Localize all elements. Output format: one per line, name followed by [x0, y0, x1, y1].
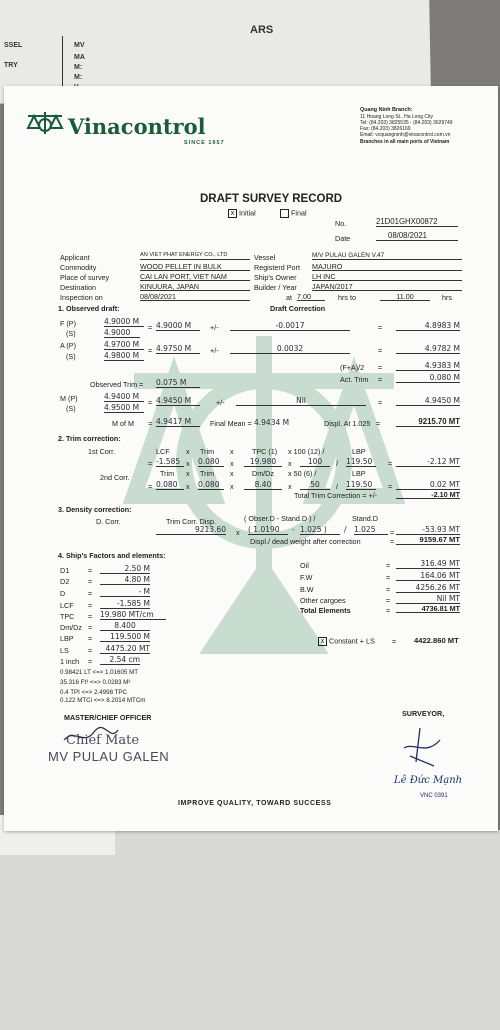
- lbp-header: LBP: [352, 447, 366, 456]
- initial-checkbox: x: [228, 209, 237, 218]
- equals-sign: =: [88, 589, 93, 598]
- fa-value: 4.9383 M: [396, 362, 460, 371]
- factor-label: D2: [60, 577, 70, 586]
- hrs-to-label: hrs to: [338, 293, 356, 302]
- equals-sign: =: [388, 482, 393, 491]
- first-correction-value: -2.12 MT: [396, 458, 460, 467]
- total-trim-correction-label: Total Trim Correction = +/-: [294, 491, 378, 500]
- builder-label: Builder / Year: [254, 283, 297, 292]
- minus-sign: -: [292, 525, 295, 534]
- equals-sign: =: [148, 482, 153, 491]
- factor-value: -1.585 M: [100, 600, 150, 609]
- fp-value: 4.9000 M: [104, 318, 144, 327]
- multiply-sign: x: [186, 447, 190, 456]
- equals-sign: =: [88, 646, 93, 655]
- element-label: F.W: [300, 573, 313, 582]
- standard-density-divisor: 1.025: [354, 526, 388, 535]
- final-mean-label: Final Mean =: [210, 419, 252, 428]
- equals-sign: =: [148, 398, 153, 407]
- vinacontrol-logo-icon: [26, 112, 64, 136]
- inspection-date: 08/08/2021: [140, 293, 250, 301]
- equals-sign: =: [88, 623, 93, 632]
- m-p-label: M (P): [60, 394, 78, 403]
- equals-sign: =: [88, 612, 93, 621]
- plus-minus: +/-: [210, 323, 219, 332]
- time-to: 11.00: [380, 293, 430, 301]
- factor-label: LBP: [60, 634, 74, 643]
- equals-sign: =: [388, 459, 393, 468]
- act-trim-label: Act. Trim: [340, 375, 369, 384]
- standard-density-label: Stand.D: [352, 514, 378, 523]
- a-mean-value: 4.9750 M: [156, 345, 200, 354]
- dmdz-value: 8.40: [244, 481, 282, 490]
- equals-sign: =: [392, 637, 397, 646]
- element-label: Other cargoes: [300, 596, 346, 605]
- surveyor-signature-scribble: [400, 726, 448, 768]
- first-correction-label: 1st Corr.: [88, 447, 116, 456]
- builder-value: JAPAN/2017: [312, 283, 462, 291]
- lbp-header: LBP: [352, 469, 366, 478]
- factor-value: 119.500 M: [100, 633, 150, 642]
- record-no-label: No.: [335, 219, 347, 228]
- f-p-label: F (P): [60, 319, 76, 328]
- density-corr-label: D. Corr.: [96, 517, 121, 526]
- multiply-sign: x: [186, 469, 190, 478]
- final-label: Final: [291, 208, 307, 218]
- divide-sign: /: [336, 482, 338, 491]
- multiply-sign: x: [288, 482, 292, 491]
- equals-sign: =: [148, 346, 153, 355]
- total-elements-label: Total Elements: [300, 606, 351, 615]
- multiply-sign: x: [230, 447, 234, 456]
- lbp-value: 119.50: [346, 458, 376, 467]
- factor-header: x 100 (12) /: [288, 447, 325, 456]
- equals-sign: =: [386, 573, 391, 582]
- lcf-header: LCF: [156, 447, 170, 456]
- factor-header: x 50 (6) /: [288, 469, 317, 478]
- lbp-value: 119.50: [346, 481, 376, 490]
- f-corrected: 4.8983 M: [396, 322, 460, 331]
- branch-line: Fax: (84.203) 3826169: [360, 126, 411, 132]
- destination-label: Destination: [60, 283, 96, 292]
- divide-sign: /: [344, 525, 347, 534]
- multiply-sign: x: [230, 459, 234, 468]
- mom-label: M of M: [112, 419, 134, 428]
- density-correction-value: -53.93 MT: [396, 526, 460, 535]
- destination-value: KINUURA, JAPAN: [140, 283, 250, 291]
- equals-sign: =: [378, 323, 383, 332]
- second-correction-value: 0.02 MT: [396, 481, 460, 490]
- standard-density: 1.025 ): [300, 526, 340, 535]
- element-value: 4256.26 MT: [396, 584, 460, 593]
- second-correction-label: 2nd Corr.: [100, 473, 130, 482]
- vessel-label: Vessel: [254, 253, 276, 262]
- observed-trim-value: 0.075 M: [156, 379, 200, 388]
- factor-value: 4475.20 MT: [100, 645, 150, 654]
- ms-value: 4.9500 M: [104, 404, 144, 413]
- vessel-value: M/V PULAU GALEN V.47: [312, 253, 462, 260]
- dmdz-header: Dm/Dz: [252, 469, 274, 478]
- element-value: 164.06 MT: [396, 572, 460, 581]
- draft-survey-document: [4, 86, 498, 831]
- equals-sign: =: [88, 601, 93, 610]
- master-signature-scribble: [60, 726, 120, 748]
- tpc-header: TPC (1): [252, 447, 278, 456]
- applicant-label: Applicant: [60, 253, 90, 262]
- total-elements-value: 4736.81 MT: [396, 605, 460, 613]
- background-value: M:: [74, 64, 83, 71]
- section-density-correction: 3. Density correction:: [58, 505, 132, 514]
- equals-sign: =: [88, 566, 93, 575]
- background-value: MV: [74, 42, 85, 49]
- trim-value: 0.080: [156, 481, 184, 490]
- final-mean-value: 4.9434 M: [254, 418, 290, 427]
- element-value: 316.49 MT: [396, 560, 460, 569]
- displacement-after-correction: 9159.67 MT: [396, 536, 460, 545]
- document-title: DRAFT SURVEY RECORD: [200, 193, 343, 205]
- background-value: M:: [74, 74, 83, 81]
- divide-sign: /: [336, 459, 338, 468]
- f-mean-value: 4.9000 M: [156, 322, 200, 331]
- inspection-label: Inspection on: [60, 293, 103, 302]
- equals-sign: =: [386, 596, 391, 605]
- f-s-label: (S): [66, 329, 76, 338]
- displacement-label: Displ. At 1.025: [324, 419, 371, 428]
- equals-sign: =: [378, 363, 383, 372]
- factor-value: 2.54 cm: [100, 656, 140, 665]
- conversion-line: 0.4 TPI <=> 2.4998 TPC: [60, 689, 128, 696]
- constant-label: Constant + LS: [329, 636, 375, 646]
- applicant-value: AN VIET PHAT ENERGY CO., LTD: [140, 253, 250, 260]
- m-s-label: (S): [66, 404, 76, 413]
- trim-header: Trim: [200, 447, 215, 456]
- port-label: Registerd Port: [254, 263, 300, 272]
- branch-line: Branches in all main ports of Vietnam: [360, 139, 450, 145]
- displacement-after-correction-label: Displ./ dead weight after correction: [250, 537, 361, 546]
- element-label: Oil: [300, 561, 309, 570]
- section-ship-factors: 4. Ship's Factors and elements:: [58, 551, 166, 560]
- equals-sign: =: [378, 346, 383, 355]
- a-s-label: (S): [66, 352, 76, 361]
- trim-corr-disp-label: Trim Corr. Disp.: [166, 517, 217, 526]
- factor-label: LS: [60, 646, 69, 655]
- element-label: B.W: [300, 585, 314, 594]
- element-value: Nil MT: [396, 595, 460, 604]
- commodity-label: Commodity: [60, 263, 97, 272]
- factor-label: 1 inch: [60, 657, 80, 666]
- conversion-line: 35.316 Ft³ <=> 0.0283 M³: [60, 679, 131, 686]
- background-label: SSEL: [4, 42, 23, 49]
- surveyor-code: VNC 0391: [420, 793, 448, 799]
- mp-value: 4.9400 M: [104, 393, 144, 402]
- multiply-sign: x: [288, 459, 292, 468]
- conversion-line: 0.122 MTCi <=> 8.2014 MTCm: [60, 697, 146, 704]
- m-mean-value: 4.9450 M: [156, 397, 200, 406]
- section-observed-draft: 1. Observed draft:: [58, 304, 120, 313]
- branch-line: 11 Hoang Long St., Ha Long City: [360, 114, 434, 120]
- mom-value: 4.9417 M: [156, 418, 200, 427]
- master-signature-title: MASTER/CHIEF OFFICER: [64, 713, 152, 722]
- factor-value: 8.400: [100, 622, 150, 631]
- m-correction: Nil: [236, 397, 366, 406]
- port-value: MAJURO: [312, 263, 462, 271]
- commodity-value: WOOD PELLET IN BULK: [140, 263, 250, 271]
- displacement-value: 9215.70 MT: [396, 418, 460, 427]
- equals-sign: =: [88, 577, 93, 586]
- factor-label: LCF: [60, 601, 74, 610]
- place-value: CAI LAN PORT, VIET NAM: [140, 273, 250, 281]
- multiply-sign: x: [186, 459, 190, 468]
- factor-label: D: [60, 589, 66, 598]
- equals-sign: =: [390, 537, 395, 546]
- trim-value: 0.080: [198, 481, 224, 490]
- equals-sign: =: [386, 585, 391, 594]
- equals-sign: =: [378, 375, 383, 384]
- branch-title: Quang Ninh Branch:: [360, 107, 413, 113]
- vessel-stamp: MV PULAU GALEN: [48, 749, 170, 764]
- factor-value: 19.980 MT/cm: [100, 611, 166, 620]
- company-since: SINCE 1957: [184, 140, 225, 146]
- surveyor-name: Lê Đức Mạnh: [394, 775, 463, 786]
- background-doc-title: ARS: [250, 24, 274, 36]
- equals-sign: =: [386, 561, 391, 570]
- date-value: 08/08/2021: [376, 232, 458, 241]
- a-p-label: A (P): [60, 341, 76, 350]
- initial-label: Initial: [239, 208, 256, 218]
- equals-sign: =: [378, 398, 383, 407]
- lcf-value: -1.585: [156, 458, 184, 467]
- trim-header: Trim: [200, 469, 215, 478]
- as-value: 4.9800 M: [104, 352, 144, 361]
- act-trim-value: 0.080 M: [396, 374, 460, 383]
- observed-density: ( 1.0190: [248, 526, 288, 535]
- company-name: Vinacontrol: [68, 114, 206, 139]
- trim-value: 0.080: [198, 458, 224, 467]
- surveyor-signature-title: SURVEYOR,: [402, 709, 445, 718]
- footer-slogan: IMPROVE QUALITY, TOWARD SUCCESS: [178, 800, 332, 807]
- factor-label: D1: [60, 566, 70, 575]
- multiply-sign: x: [236, 528, 240, 537]
- equals-sign: =: [390, 528, 395, 537]
- equals-sign: =: [148, 419, 153, 428]
- chief-mate-stamp: Chief Mate: [66, 733, 140, 748]
- plus-minus: +/-: [216, 398, 225, 407]
- equals-sign: =: [88, 634, 93, 643]
- section-trim-correction: 2. Trim correction:: [58, 434, 121, 443]
- factor-value: 50: [300, 481, 330, 490]
- draft-correction-title: Draft Correction: [270, 304, 326, 313]
- equals-sign: =: [88, 657, 93, 666]
- background-label: TRY: [4, 62, 18, 69]
- a-correction: 0.0032: [230, 345, 350, 354]
- observed-trim-label: Observed Trim =: [90, 380, 144, 389]
- plus-minus: +/-: [210, 346, 219, 355]
- factor-value: 2.50 M: [100, 565, 150, 574]
- factor-label: Dm/Dz: [60, 623, 82, 632]
- equals-sign: =: [376, 419, 381, 428]
- a-corrected: 4.9782 M: [396, 345, 460, 354]
- equals-sign: =: [148, 323, 153, 332]
- total-trim-correction-value: -2.10 MT: [396, 491, 460, 499]
- ap-value: 4.9700 M: [104, 341, 144, 350]
- at-label: at: [286, 293, 292, 302]
- equals-sign: =: [148, 459, 153, 468]
- multiply-sign: x: [230, 482, 234, 491]
- density-formula: ( Obser.D - Stand.D ) /: [244, 514, 316, 523]
- factor-value: 4.80 M: [100, 576, 150, 585]
- constant-checkbox: x: [318, 637, 327, 646]
- m-corrected: 4.9450 M: [396, 397, 460, 406]
- fs-value: 4.9000: [104, 329, 140, 338]
- multiply-sign: x: [186, 482, 190, 491]
- multiply-sign: x: [230, 469, 234, 478]
- factor-value: 100: [300, 458, 330, 467]
- tpc-value: 19.980: [244, 458, 282, 467]
- final-checkbox: [280, 209, 289, 218]
- owner-label: Ship's Owner: [254, 273, 297, 282]
- equals-sign: =: [386, 606, 391, 615]
- trim-corr-disp-value: 9213.60: [156, 526, 226, 535]
- factor-label: TPC: [60, 612, 75, 621]
- place-label: Place of survey: [60, 273, 110, 282]
- record-no-value: 21D01GHX00872: [376, 218, 458, 227]
- owner-value: LH INC: [312, 273, 462, 281]
- time-from: 7.00: [297, 293, 325, 301]
- f-correction: -0.0017: [230, 322, 350, 331]
- trim-header: Trim: [160, 469, 175, 478]
- background-value: MA: [74, 54, 85, 61]
- factor-value: - M: [100, 588, 150, 597]
- branch-line: Tel: (84.203) 3825535 - (84.203) 3629749: [360, 120, 453, 126]
- date-label: Date: [335, 234, 351, 243]
- table-surface: [0, 830, 500, 1030]
- constant-value: 4422.860 MT: [414, 636, 459, 645]
- conversion-line: 0.98421 LT <=> 1.01605 MT: [60, 669, 139, 676]
- fa-label: (F+A)/2: [340, 363, 365, 372]
- hrs-label: hrs: [442, 293, 452, 302]
- branch-line: Email: vcquangninh@vinacontrol.com.vn: [360, 132, 451, 138]
